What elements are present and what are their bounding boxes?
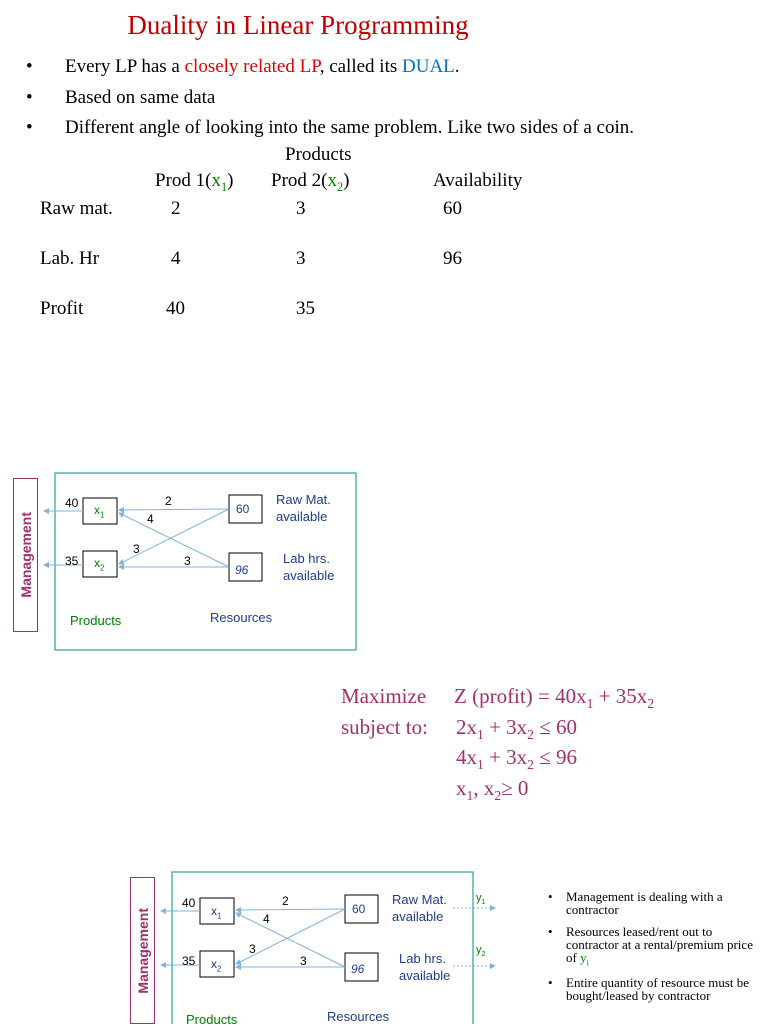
diagram-2 [117, 860, 507, 1024]
arrow-4 [119, 513, 229, 567]
cell-value: 2 [171, 198, 181, 219]
lp-subject-to: subject to: [341, 715, 428, 739]
lp-constraint-3: $x_1$, $x_2\ge 0$ [456, 776, 529, 804]
table-col-prod2: Prod $2(x_2)$ [271, 170, 350, 194]
management-label: Management [17, 512, 34, 598]
profit-label-2: 35 [65, 554, 79, 568]
bullet-1-mid: , called its [319, 56, 402, 77]
bullet-1-text: Every LP has a [65, 56, 185, 77]
coef-3ab: 3 [249, 942, 256, 956]
coef-4: 4 [147, 512, 154, 526]
cell-value: 96 [443, 248, 462, 269]
coef-3bb: 3 [300, 954, 307, 968]
x2-label-2: $x_2$ [211, 957, 222, 974]
r2-value-2: 96 [351, 962, 365, 976]
r2-value: 96 [235, 563, 249, 577]
management-label-2: Management [134, 907, 151, 994]
profit-label-1: 40 [65, 496, 79, 510]
y2-label: $y_2$ [476, 944, 486, 959]
row-label: Raw mat. [40, 198, 113, 219]
resources-label-2: Resources [327, 1009, 390, 1024]
bullet-1-dual: DUAL [402, 56, 455, 77]
bullet-dot: • [26, 87, 33, 108]
bullet-3-text: Different angle of looking into the same problem. Like two sides of a coin. [65, 117, 634, 138]
bullet-dot: • [26, 117, 33, 138]
raw-mat-label-2: Raw Mat. available [392, 892, 447, 924]
cell-value: 40 [166, 298, 185, 319]
cell-value: 3 [296, 248, 306, 269]
r1-value: 60 [236, 502, 250, 516]
profit-label-1b: 40 [182, 896, 196, 910]
bullet-1-suffix: . [454, 56, 460, 77]
profit-label-2b: 35 [182, 954, 196, 968]
bullet-1-red: closely related LP [184, 56, 320, 77]
lp-constraint-1: $2x_1 + 3x_2 \le 60$ [456, 715, 578, 743]
arrow-2 [119, 509, 229, 510]
cell-value: 35 [296, 298, 315, 319]
coef-3b: 3 [184, 554, 191, 568]
bullet-dot: • [26, 56, 33, 77]
table-group-header: Products [285, 144, 352, 165]
y1-label: $y_1$ [476, 892, 486, 907]
coef-2: 2 [165, 494, 172, 508]
coef-2b: 2 [282, 894, 289, 908]
lp-maximize: Maximize [341, 684, 427, 708]
products-label: Products [70, 613, 122, 628]
x1-label: $x_1$ [94, 503, 105, 520]
lab-hrs-label-2: Lab hrs. available [399, 951, 451, 983]
x2-label: $x_2$ [94, 556, 105, 573]
page-title: Duality in Linear Programming [127, 10, 469, 40]
resources-label: Resources [210, 610, 273, 625]
raw-mat-label: Raw Mat. available [276, 492, 331, 524]
cell-value: 4 [171, 248, 181, 269]
cell-value: 60 [443, 198, 462, 219]
coef-4b: 4 [263, 912, 270, 926]
x1-label-2: $x_1$ [211, 904, 222, 921]
coef-3a: 3 [133, 542, 140, 556]
r1-value-2: 60 [352, 902, 366, 916]
lab-hrs-label: Lab hrs. available [283, 551, 335, 583]
table-col-prod1: Prod $1(x_1)$ [155, 170, 234, 194]
bullet-2-text: Based on same data [65, 87, 216, 108]
row-label: Profit [40, 298, 84, 319]
lp-objective: Z (profit) = $40x_1 + 35x_2$ [454, 684, 655, 712]
table-col-availability: Availability [433, 170, 523, 191]
products-label-2: Products [186, 1012, 238, 1027]
cell-value: 3 [296, 198, 306, 219]
lp-constraint-2: $4x_1 + 3x_2 \le 96$ [456, 745, 578, 773]
row-label: Lab. Hr [40, 248, 100, 269]
